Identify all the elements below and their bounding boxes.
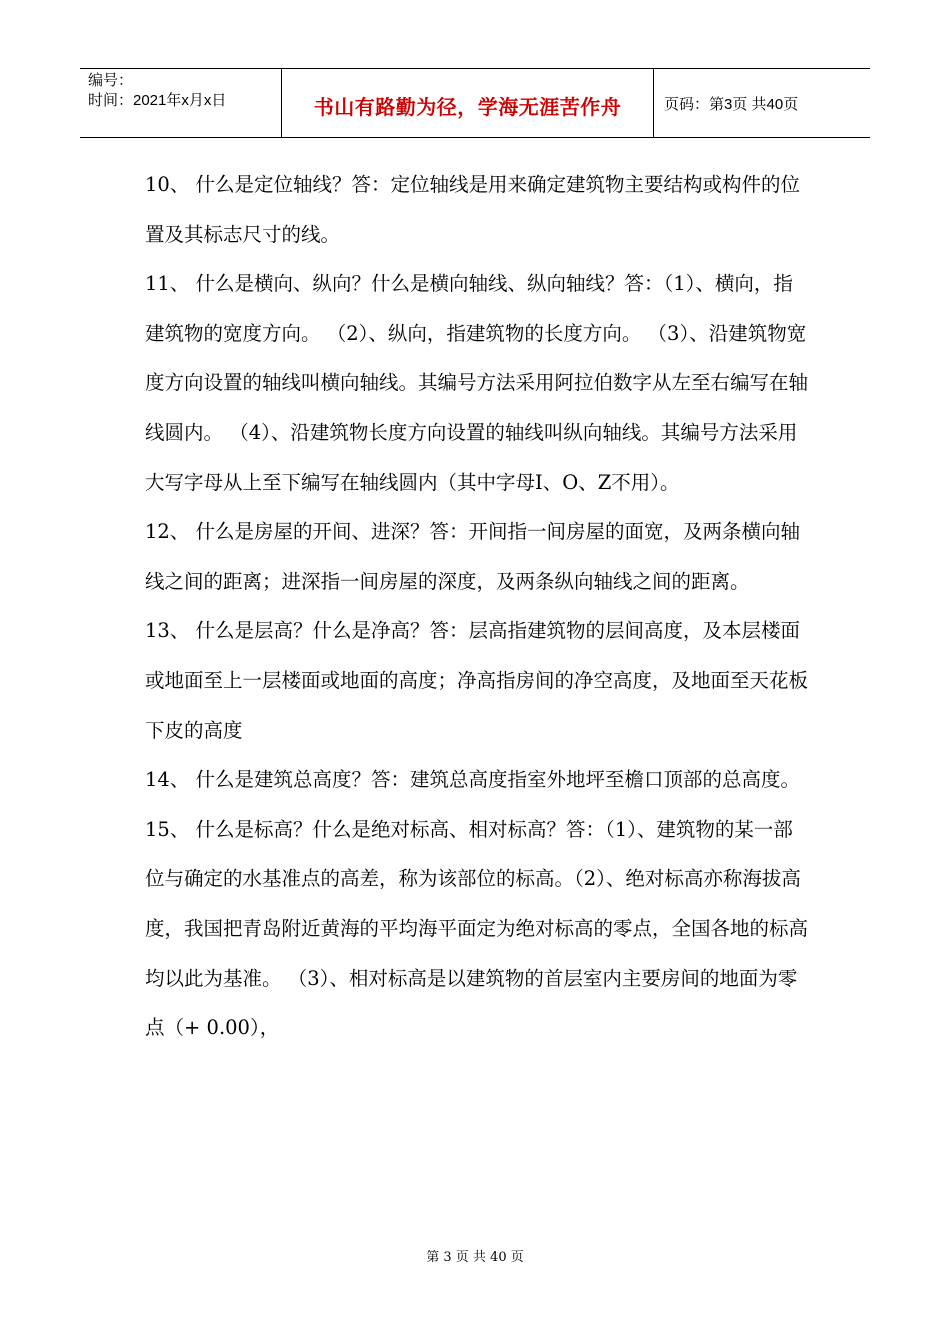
paragraph-q14: 14、 什么是建筑总高度？答：建筑总高度指室外地坪至檐口顶部的总高度。 <box>145 768 801 792</box>
doc-number-label: 编号： <box>88 72 134 89</box>
page-header <box>80 68 870 138</box>
motto-text: 书山有路勤为径，学海无涯苦作舟 <box>313 94 622 119</box>
header-meta-cell <box>80 69 282 137</box>
document-body <box>145 160 810 1053</box>
paragraph-q11: 11、 什么是横向、纵向？什么是横向轴线、纵向轴线？答：（1）、横向，指建筑物的宽度方向。 （2）、纵向，指建筑物的长度方向。 （3）、沿建筑物宽度方向设置的轴线叫横向轴线。其编号方法采用阿拉伯数字从左至右编写在轴线圆内。 （4）、沿建筑物长度方向设置的轴线叫纵向轴线。其编号方法采用大写字母从上至下编写在轴线圆内（其中字母I、O、Z不用）。 <box>145 272 809 494</box>
date-line: 时间：2021年x月x日 <box>88 92 227 109</box>
paragraph-q13: 13、 什么是层高？什么是净高？答：层高指建筑物的层间高度，及本层楼面或地面至上一层楼面或地面的高度；净高指房间的净空高度，及地面至天花板下皮的高度 <box>145 619 809 742</box>
footer-page-number: 第 3 页 共 40 页 <box>426 1250 524 1265</box>
paragraph-q15: 15、 什么是标高？什么是绝对标高、相对标高？答：（1）、建筑物的某一部位与确定的水基准点的高差，称为该部位的标高。（2）、绝对标高亦称海拔高度，我国把青岛附近黄海的平均海平面定为绝对标高的零点，全国各地的标高均以此为基准。 （3）、相对标高是以建筑物的首层室内主要房间的地面为零点（+ 0.00）， <box>145 817 809 1040</box>
header-page-info: 页码：第3页 共40页 <box>664 95 799 113</box>
header-motto-cell <box>282 69 654 137</box>
paragraph-q12: 12、 什么是房屋的开间、进深？答：开间指一间房屋的面宽，及两条横向轴线之间的距离；进深指一间房屋的深度，及两条纵向轴线之间的距离。 <box>145 520 801 593</box>
page-footer <box>0 1246 950 1265</box>
header-page-cell <box>654 69 870 137</box>
paragraph-q10: 10、 什么是定位轴线？答：定位轴线是用来确定建筑物主要结构或构件的位置及其标志尺寸的线。 <box>145 173 801 246</box>
